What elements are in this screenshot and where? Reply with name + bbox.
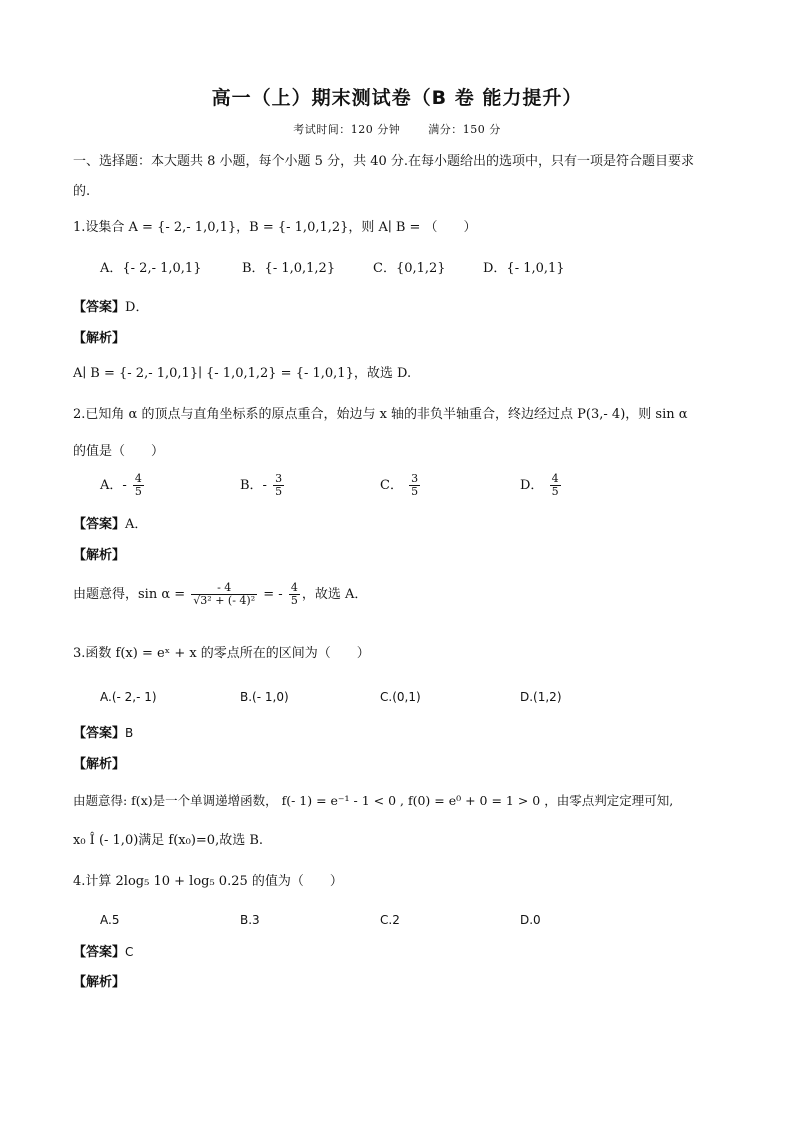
q2-option-d-fraction bbox=[550, 473, 561, 498]
denominator: 5 bbox=[551, 485, 559, 498]
question-3-text: 3.函数 f(x) = eˣ + x 的零点所在的区间为（ ） bbox=[73, 646, 370, 661]
answer-label: 【答案】 bbox=[73, 945, 126, 960]
question-4-text: 4.计算 2log₅ 10 + log₅ 0.25 的值为（ ） bbox=[73, 874, 343, 889]
q2-option-a-label: A．- bbox=[100, 478, 127, 493]
q1-answer-value: D． bbox=[125, 300, 149, 315]
q3-option-b: B.(- 1,0) bbox=[240, 690, 289, 704]
q2-solution-mid: = - bbox=[263, 587, 283, 602]
numerator: 4 bbox=[551, 472, 559, 485]
q2-solution-suffix: ，故选 A． bbox=[301, 587, 368, 602]
q3-option-c: C.(0,1) bbox=[380, 690, 421, 704]
q1-option-d: D．{- 1,0,1} bbox=[483, 261, 565, 276]
exam-time: 考试时间：120 分钟 bbox=[293, 123, 401, 136]
q2-option-b bbox=[240, 473, 286, 498]
page-title: 高一（上）期末测试卷（B 卷 能力提升） bbox=[211, 87, 583, 109]
q2-option-d bbox=[520, 473, 563, 498]
q2-option-a bbox=[100, 473, 146, 498]
q4-analysis-label: 【解析】 bbox=[73, 975, 126, 990]
q2-option-b-label: B．- bbox=[240, 478, 267, 493]
question-1-text: 1.设集合 A = {- 2,- 1,0,1}，B = {- 1,0,1,2}，则 A∣ B = （ ） bbox=[73, 220, 477, 235]
section-instructions-cont: 的. bbox=[73, 184, 91, 199]
q3-solution: 由题意得: f(x)是一个单调递增函数， f(- 1) = e⁻¹ - 1 < 0 , f(0) = e⁰ + 0 = 1 > 0 ，由零点判定定理可知, bbox=[73, 793, 674, 808]
q3-analysis-label: 【解析】 bbox=[73, 757, 126, 772]
q3-solution-cont: x₀ Î (- 1,0)满足 f(x₀)=0,故选 B. bbox=[73, 833, 264, 848]
denominator: 5 bbox=[275, 485, 283, 498]
q2-solution bbox=[73, 582, 367, 607]
exam-info bbox=[0, 121, 794, 137]
q1-option-c: C．{0,1,2} bbox=[373, 261, 446, 276]
q2-option-c-fraction bbox=[409, 473, 420, 498]
q1-answer bbox=[73, 299, 148, 317]
q4-option-a: A.5 bbox=[100, 913, 120, 927]
q3-answer bbox=[73, 724, 133, 743]
q2-solution-fraction-1 bbox=[191, 582, 257, 607]
q2-option-b-fraction bbox=[273, 473, 284, 498]
q1-option-b: B．{- 1,0,1,2} bbox=[242, 261, 336, 276]
denominator: 5 bbox=[411, 485, 419, 498]
q2-option-c bbox=[380, 473, 422, 498]
q2-option-a-fraction bbox=[133, 473, 144, 498]
question-2-text-cont: 的值是（ ） bbox=[73, 444, 165, 459]
question-2-text: 2.已知角 α 的顶点与直角坐标系的原点重合，始边与 x 轴的非负半轴重合，终边经过点 P(3,- 4)，则 sin α bbox=[73, 407, 688, 422]
numerator: 4 bbox=[134, 472, 142, 485]
q2-solution-prefix: 由题意得，sin α = bbox=[73, 587, 186, 602]
q4-option-b: B.3 bbox=[240, 913, 260, 927]
numerator: 3 bbox=[275, 472, 283, 485]
q4-option-c: C.2 bbox=[380, 913, 400, 927]
q2-option-c-label: C． bbox=[380, 478, 403, 493]
q4-option-d: D.0 bbox=[520, 913, 541, 927]
q4-answer-value: C bbox=[125, 945, 134, 959]
full-score: 满分：150 分 bbox=[428, 123, 501, 136]
q1-option-a: A．{- 2,- 1,0,1} bbox=[100, 261, 202, 276]
answer-label: 【答案】 bbox=[73, 517, 126, 532]
denominator: 5 bbox=[134, 485, 142, 498]
numerator: - 4 bbox=[191, 582, 257, 595]
q2-answer bbox=[73, 516, 147, 534]
q2-solution-fraction-2 bbox=[289, 582, 300, 607]
q4-answer bbox=[73, 943, 133, 962]
denominator: 5 bbox=[290, 594, 298, 607]
section-instructions: 一、选择题：本大题共 8 小题，每个小题 5 分，共 40 分.在每小题给出的选项中，只有一项是符合题目要求 bbox=[73, 154, 695, 169]
q1-solution: A∣ B = {- 2,- 1,0,1}∣ {- 1,0,1,2} = {- 1,0,1}，故选 D. bbox=[73, 366, 412, 381]
answer-label: 【答案】 bbox=[73, 726, 126, 741]
q1-analysis-label: 【解析】 bbox=[73, 331, 126, 346]
denominator: √3² + (- 4)² bbox=[193, 594, 256, 607]
q3-option-a: A.(- 2,- 1) bbox=[100, 690, 157, 704]
q2-analysis-label: 【解析】 bbox=[73, 548, 126, 563]
q3-option-d: D.(1,2) bbox=[520, 690, 562, 704]
q3-answer-value: B bbox=[125, 726, 134, 740]
q2-option-d-label: D． bbox=[520, 478, 544, 493]
answer-label: 【答案】 bbox=[73, 300, 126, 315]
numerator: 3 bbox=[411, 472, 419, 485]
numerator: 4 bbox=[290, 581, 298, 594]
q2-answer-value: A． bbox=[125, 517, 148, 532]
